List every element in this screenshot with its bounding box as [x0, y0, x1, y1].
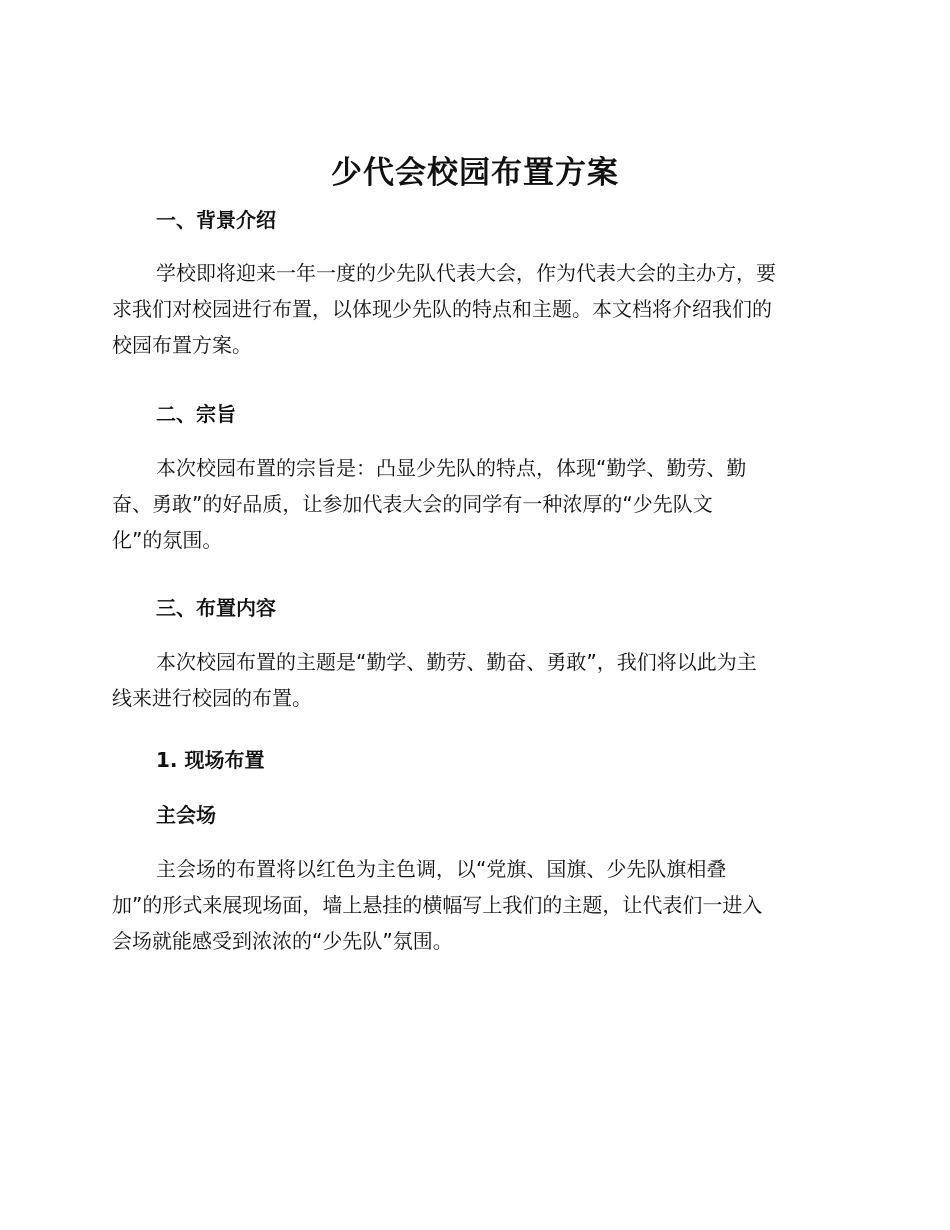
paragraph-line: 线来进行校园的布置。: [112, 686, 312, 710]
paragraph-line: 加”的形式来展现场面，墙上悬挂的横幅写上我们的主题，让代表们一进入: [112, 893, 763, 917]
paragraph-line: 校园布置方案。: [112, 333, 252, 357]
section-heading-purpose: 二、宗旨: [156, 402, 236, 426]
section-heading-background: 一、背景介绍: [156, 208, 276, 232]
section-heading-content: 三、布置内容: [156, 596, 276, 620]
paragraph-line: 化”的氛围。: [112, 528, 223, 552]
paragraph-line: 主会场的布置将以红色为主色调，以“党旗、国旗、少先队旗相叠: [156, 857, 727, 881]
paragraph-line: 本次校园布置的宗旨是：凸显少先队的特点，体现“勤学、勤劳、勤: [156, 456, 747, 480]
paragraph-line: 会场就能感受到浓浓的“少先队”氛围。: [112, 929, 453, 953]
paragraph-line: 本次校园布置的主题是“勤学、勤劳、勤奋、勇敢”，我们将以此为主: [156, 650, 757, 674]
paragraph-line: 求我们对校园进行布置，以体现少先队的特点和主题。本文档将介绍我们的: [112, 297, 772, 321]
paragraph-line: 学校即将迎来一年一度的少先队代表大会，作为代表大会的主办方，要: [156, 261, 776, 285]
subsection-heading-main-venue: 主会场: [156, 803, 216, 827]
section-paragraph-background: [112, 255, 832, 363]
paragraph-line: 奋、勇敢”的好品质，让参加代表大会的同学有一种浓厚的“少先队文: [112, 492, 713, 516]
section-paragraph-purpose: [112, 450, 832, 558]
document-title: 少代会校园布置方案: [331, 155, 619, 191]
section-paragraph-main-venue: [112, 851, 832, 959]
section-paragraph-content: [112, 644, 832, 716]
subsection-heading-venue-setup: 1. 现场布置: [156, 748, 265, 772]
